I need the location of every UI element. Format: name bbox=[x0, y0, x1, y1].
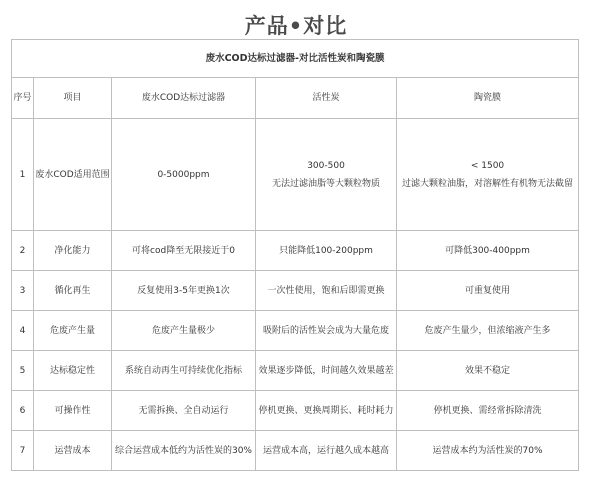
header-carbon: 活性炭 bbox=[256, 78, 397, 119]
row-carbon: 一次性使用，饱和后即需更换 bbox=[256, 271, 397, 311]
table-row bbox=[12, 311, 579, 351]
header-item: 项目 bbox=[34, 78, 112, 119]
row-filter: 危废产生量极少 bbox=[112, 311, 256, 351]
row-ceramic-line2: 过滤大颗粒油脂，对溶解性有机物无法截留 bbox=[402, 178, 574, 189]
row-item: 危废产生量 bbox=[34, 311, 112, 351]
header-ceramic: 陶瓷膜 bbox=[397, 78, 579, 119]
row-item: 循化再生 bbox=[34, 271, 112, 311]
row-no: 6 bbox=[12, 391, 34, 431]
row-ceramic: 效果不稳定 bbox=[397, 351, 579, 391]
comparison-table bbox=[11, 39, 579, 471]
header-no: 序号 bbox=[12, 78, 34, 119]
row-ceramic: 可降低300-400ppm bbox=[397, 231, 579, 271]
row-item: 运营成本 bbox=[34, 431, 112, 471]
row-carbon: 只能降低100-200ppm bbox=[256, 231, 397, 271]
row-no: 3 bbox=[12, 271, 34, 311]
table-row bbox=[12, 351, 579, 391]
row-carbon: 运营成本高，运行越久成本越高 bbox=[256, 431, 397, 471]
row-carbon bbox=[256, 119, 397, 231]
header-filter: 废水COD达标过滤器 bbox=[112, 78, 256, 119]
table-header-row bbox=[12, 78, 579, 119]
table-row bbox=[12, 231, 579, 271]
row-item: 可操作性 bbox=[34, 391, 112, 431]
page-title: 产品•对比 bbox=[244, 14, 348, 38]
row-filter: 综合运营成本低约为活性炭的30% bbox=[112, 431, 256, 471]
row-filter: 可将cod降至无限接近于0 bbox=[112, 231, 256, 271]
row-carbon-line1: 300-500 bbox=[307, 160, 345, 171]
row-ceramic-line1: < 1500 bbox=[470, 160, 505, 171]
row-ceramic: 运营成本约为活性炭的70% bbox=[397, 431, 579, 471]
row-filter: 无需拆换、全自动运行 bbox=[112, 391, 256, 431]
row-no: 7 bbox=[12, 431, 34, 471]
row-item: 达标稳定性 bbox=[34, 351, 112, 391]
row-carbon-line2: 无法过滤油脂等大颗粒物质 bbox=[271, 178, 380, 189]
row-ceramic: 危废产生量少，但浓缩液产生多 bbox=[397, 311, 579, 351]
row-no: 2 bbox=[12, 231, 34, 271]
row-no: 5 bbox=[12, 351, 34, 391]
row-filter: 反复使用3-5年更换1次 bbox=[112, 271, 256, 311]
row-filter: 0-5000ppm bbox=[112, 119, 256, 231]
row-ceramic: 可重复使用 bbox=[397, 271, 579, 311]
row-item: 净化能力 bbox=[34, 231, 112, 271]
row-ceramic: 停机更换、需经常拆除清洗 bbox=[397, 391, 579, 431]
table-caption: 废水COD达标过滤器-对比活性炭和陶瓷膜 bbox=[12, 40, 579, 78]
row-carbon: 效果逐步降低，时间越久效果越差 bbox=[256, 351, 397, 391]
table-row bbox=[12, 271, 579, 311]
row-carbon: 吸附后的活性炭会成为大量危废 bbox=[256, 311, 397, 351]
row-filter: 系统自动再生可持续优化指标 bbox=[112, 351, 256, 391]
row-no: 1 bbox=[12, 119, 34, 231]
row-carbon: 停机更换、更换周期长、耗时耗力 bbox=[256, 391, 397, 431]
row-ceramic bbox=[397, 119, 579, 231]
row-item: 废水COD适用范围 bbox=[34, 119, 112, 231]
table-row bbox=[12, 391, 579, 431]
table-row bbox=[12, 119, 579, 231]
row-no: 4 bbox=[12, 311, 34, 351]
table-row bbox=[12, 431, 579, 471]
